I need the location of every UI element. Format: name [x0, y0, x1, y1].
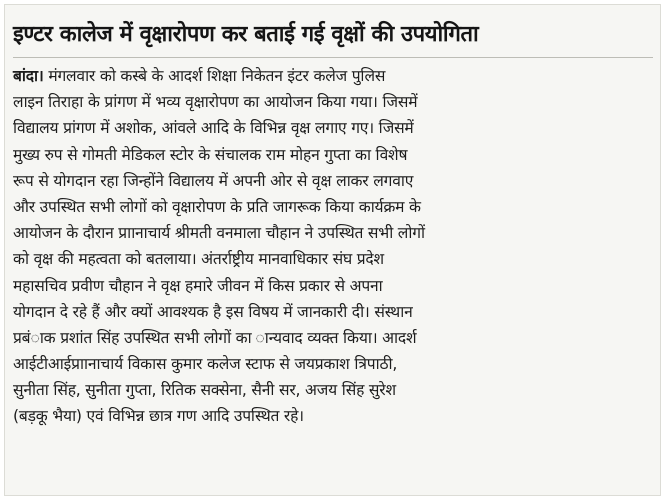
article-line: को वृक्ष की महत्वता को बतलाया। अंतर्राष्ट्रीय मानवाधिकार संघ प्रदेश — [13, 250, 384, 269]
article-line: (बड़कू भैया) एवं विभिन्न छात्र गण आदि उपस्थित रहे। — [13, 407, 304, 426]
headline: इण्टर कालेज में वृक्षारोपण कर बताई गई वृक्षों की उपयोगिता — [13, 22, 479, 47]
article-line: योगदान दे रहे हैं और क्यों आवश्यक है इस विषय में जानकारी दी। संस्थान — [13, 302, 413, 321]
article-line: आईटीआईप्राानाचार्य विकास कुमार कलेज स्टाफ से जयप्रकाश त्रिपाठी, — [13, 355, 398, 374]
article-line: आयोजन के दौरान प्राानाचार्य श्रीमती वनमाला चौहान ने उपस्थित सभी लोगों — [13, 224, 425, 243]
headline-divider — [13, 57, 653, 58]
article-line: महासचिव प्रवीण चौहान ने वृक्ष हमारे जीवन में किस प्रकार से अपना — [13, 276, 383, 295]
news-clipping — [4, 4, 661, 496]
article-line — [13, 63, 653, 89]
article-line-text: मंगलवार को कस्बे के आदर्श शिक्षा निकेतन इंटर कलेज पुलिस — [43, 67, 386, 85]
article-line: प्रबंाक प्रशांत सिंह उपस्थित सभी लोगों का ान्यवाद व्यक्त किया। आदर्श — [13, 328, 417, 347]
article-line: और उपस्थित सभी लोगों को वृक्षारोपण के प्रति जागरूक किया कार्यक्रम के — [13, 197, 421, 216]
article-body — [13, 63, 653, 430]
article-line: रूप से योगदान रहा जिन्होंने विद्यालय में अपनी ओर से वृक्ष लाकर लगवाए — [13, 171, 414, 190]
dateline: बांदा। — [13, 67, 44, 85]
article-line: मुख्य रुप से गोमती मेडिकल स्टोर के संचालक राम मोहन गुप्ता का विशेष — [13, 145, 408, 164]
article-line: विद्यालय प्रांगण में अशोक, आंवले आदि के विभिन्न वृक्ष लगाए गए। जिसमें — [13, 119, 414, 138]
article-line: लाइन तिराहा के प्रांगण में भव्य वृक्षारोपण का आयोजन किया गया। जिसमें — [13, 93, 418, 112]
article-line: सुनीता सिंह, सुनीता गुप्ता, रितिक सक्सेना, सैनी सर, अजय सिंह सुरेश — [13, 381, 396, 400]
